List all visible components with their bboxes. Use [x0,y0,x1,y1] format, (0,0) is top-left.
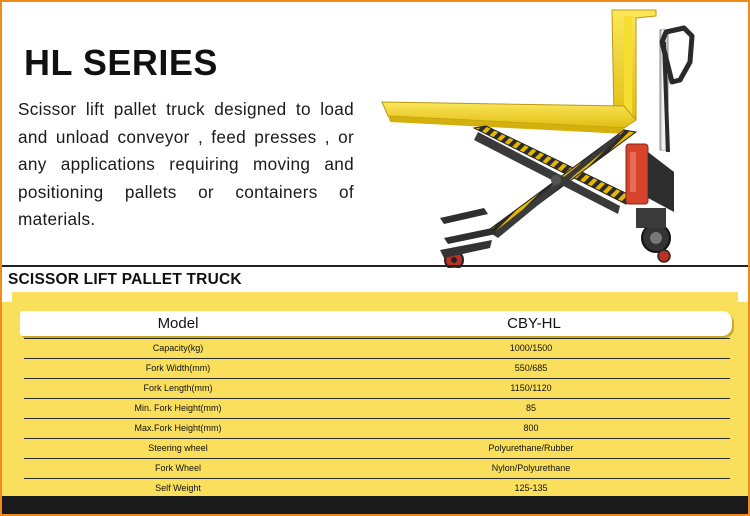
section-title: SCISSOR LIFT PALLET TRUCK [8,271,242,288]
spec-header-label: Model [157,315,199,332]
spec-label: Capacity(kg) [152,343,204,353]
spec-label: Steering wheel [148,443,208,453]
spec-label: Fork Width(mm) [145,363,211,373]
table-row [24,338,730,358]
spec-label: Min. Fork Height(mm) [134,403,222,413]
spec-value: 550/685 [514,363,548,373]
spec-value: 1150/1120 [510,383,552,393]
spec-header-row [20,311,732,336]
spec-label: Fork Wheel [154,463,201,473]
top-section [2,2,748,266]
spec-value: 800 [523,423,539,433]
spec-value: Polyurethane/Rubber [488,443,574,453]
table-row [24,378,730,398]
table-row [24,418,730,438]
scissor-lift-pallet-truck-illustration [374,2,704,268]
product-description: Scissor lift pallet truck designed to load and unload conveyor , feed presses , or any applications requiring moving and positioning pallets or containers of materials. [18,99,354,229]
spec-label: Max.Fork Height(mm) [134,423,222,433]
table-row [24,438,730,458]
panel-notch-right [738,292,748,302]
spec-label: Fork Length(mm) [143,383,213,393]
panel-notch-left [2,292,12,302]
spec-label: Self Weight [155,483,201,493]
spec-header-value: CBY-HL [507,315,561,332]
bottom-bar [2,496,748,514]
table-row [24,458,730,478]
section-divider [2,265,748,267]
table-row [24,478,730,498]
table-row [24,358,730,378]
spec-value: 1000/1500 [509,343,553,353]
spec-value: Nylon/Polyurethane [491,463,571,473]
table-row [24,398,730,418]
spec-value: 125-135 [514,483,548,493]
spec-value: 85 [525,403,536,413]
series-title: HL SERIES [24,42,218,83]
